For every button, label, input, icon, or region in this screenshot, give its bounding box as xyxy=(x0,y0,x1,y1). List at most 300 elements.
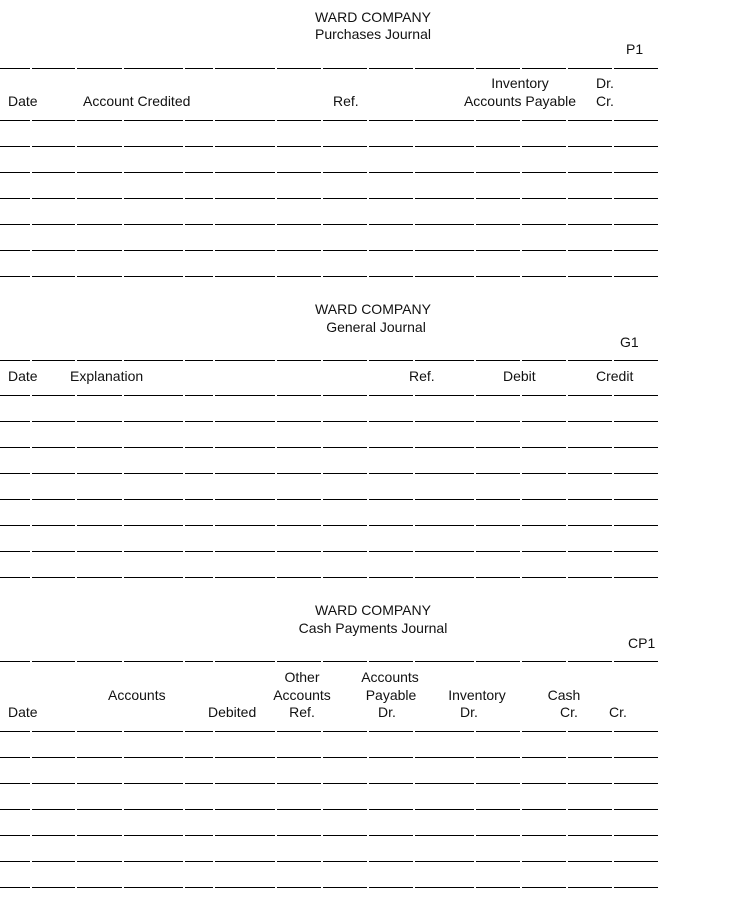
rule-gap xyxy=(213,223,215,226)
col-drcr-line2: Cr. xyxy=(596,93,614,109)
rule-gap xyxy=(75,576,77,579)
rule-gap xyxy=(321,756,323,759)
rule-gap xyxy=(183,550,185,553)
rule-gap xyxy=(275,834,277,837)
rule-gap xyxy=(75,171,77,174)
rule-gap xyxy=(75,275,77,278)
rule-gap xyxy=(520,498,522,501)
rule-gap xyxy=(566,67,568,70)
page-ref: CP1 xyxy=(628,635,656,651)
rule-gap xyxy=(321,498,323,501)
rule-gap xyxy=(275,524,277,527)
rule-gap xyxy=(520,171,522,174)
rule-line xyxy=(0,757,658,758)
rule-gap xyxy=(367,576,369,579)
rule-line xyxy=(0,835,658,836)
rule-gap xyxy=(474,223,476,226)
rule-gap xyxy=(275,730,277,733)
rule-gap xyxy=(566,782,568,785)
rule-gap xyxy=(275,860,277,863)
rule-gap xyxy=(213,730,215,733)
rule-gap xyxy=(75,394,77,397)
rule-gap xyxy=(612,756,614,759)
rule-gap xyxy=(413,860,415,863)
rule-gap xyxy=(612,808,614,811)
rule-gap xyxy=(321,67,323,70)
rule-gap xyxy=(413,197,415,200)
rule-gap xyxy=(30,119,32,122)
rule-gap xyxy=(566,860,568,863)
col-ap-line1: Accounts xyxy=(361,669,419,685)
rule-gap xyxy=(520,223,522,226)
rule-gap xyxy=(413,249,415,252)
rule-gap xyxy=(413,67,415,70)
rule-gap xyxy=(474,359,476,362)
rule-gap xyxy=(213,249,215,252)
rule-gap xyxy=(413,756,415,759)
rule-gap xyxy=(213,359,215,362)
rule-gap xyxy=(566,576,568,579)
rule-gap xyxy=(520,359,522,362)
rule-gap xyxy=(474,197,476,200)
rule-gap xyxy=(520,249,522,252)
rule-gap xyxy=(30,420,32,423)
rule-gap xyxy=(183,446,185,449)
rule-gap xyxy=(275,420,277,423)
rule-gap xyxy=(30,756,32,759)
rule-gap xyxy=(566,119,568,122)
rule-gap xyxy=(30,249,32,252)
rule-gap xyxy=(566,171,568,174)
rule-gap xyxy=(122,860,124,863)
rule-gap xyxy=(367,275,369,278)
rule-gap xyxy=(413,275,415,278)
rule-gap xyxy=(30,576,32,579)
rule-gap xyxy=(275,576,277,579)
rule-gap xyxy=(474,576,476,579)
rule-gap xyxy=(474,171,476,174)
rule-gap xyxy=(566,446,568,449)
rule-gap xyxy=(213,782,215,785)
rule-gap xyxy=(213,394,215,397)
rule-gap xyxy=(367,834,369,837)
rule-gap xyxy=(183,808,185,811)
rule-gap xyxy=(30,359,32,362)
rule-gap xyxy=(520,550,522,553)
col-ap-line2: Payable xyxy=(365,687,417,703)
rule-gap xyxy=(275,660,277,663)
rule-gap xyxy=(612,782,614,785)
rule-gap xyxy=(520,145,522,148)
rule-gap xyxy=(321,446,323,449)
rule-gap xyxy=(183,171,185,174)
rule-gap xyxy=(520,420,522,423)
rule-gap xyxy=(413,524,415,527)
rule-gap xyxy=(474,498,476,501)
rule-gap xyxy=(122,886,124,889)
rule-gap xyxy=(566,660,568,663)
rule-gap xyxy=(183,576,185,579)
rule-gap xyxy=(122,67,124,70)
journal-title: Purchases Journal xyxy=(315,26,431,42)
rule-gap xyxy=(367,145,369,148)
rule-gap xyxy=(275,171,277,174)
rule-gap xyxy=(30,524,32,527)
rule-gap xyxy=(413,171,415,174)
col-debited: Debited xyxy=(208,704,257,720)
rule-gap xyxy=(122,223,124,226)
rule-gap xyxy=(30,550,32,553)
rule-gap xyxy=(520,730,522,733)
rule-gap xyxy=(321,420,323,423)
rule-gap xyxy=(367,756,369,759)
rule-gap xyxy=(474,472,476,475)
col-other-line1: Other xyxy=(284,669,320,685)
rule-gap xyxy=(566,834,568,837)
rule-gap xyxy=(367,860,369,863)
rule-gap xyxy=(566,756,568,759)
col-date: Date xyxy=(8,368,38,384)
rule-gap xyxy=(122,359,124,362)
rule-gap xyxy=(30,446,32,449)
rule-gap xyxy=(275,756,277,759)
rule-gap xyxy=(30,782,32,785)
company-title: WARD COMPANY xyxy=(315,301,431,317)
rule-gap xyxy=(474,550,476,553)
rule-gap xyxy=(183,834,185,837)
rule-gap xyxy=(520,119,522,122)
rule-gap xyxy=(413,119,415,122)
rule-gap xyxy=(122,808,124,811)
rule-gap xyxy=(213,550,215,553)
rule-gap xyxy=(612,576,614,579)
rule-gap xyxy=(474,119,476,122)
col-inventory-line2: Accounts Payable xyxy=(463,93,577,109)
rule-gap xyxy=(321,660,323,663)
rule-gap xyxy=(566,197,568,200)
rule-gap xyxy=(321,249,323,252)
page-ref: G1 xyxy=(620,334,639,350)
rule-gap xyxy=(474,446,476,449)
rule-gap xyxy=(213,197,215,200)
rule-gap xyxy=(367,197,369,200)
rule-gap xyxy=(122,119,124,122)
journal-title: General Journal xyxy=(326,319,426,335)
rule-gap xyxy=(213,119,215,122)
rule-gap xyxy=(367,420,369,423)
rule-gap xyxy=(612,834,614,837)
rule-gap xyxy=(275,808,277,811)
rule-gap xyxy=(566,394,568,397)
rule-gap xyxy=(520,197,522,200)
rule-gap xyxy=(321,782,323,785)
rule-gap xyxy=(520,524,522,527)
rule-gap xyxy=(75,145,77,148)
rule-gap xyxy=(275,67,277,70)
rule-gap xyxy=(566,886,568,889)
col-inventory-line1: Inventory xyxy=(491,75,549,91)
rule-gap xyxy=(566,808,568,811)
rule-gap xyxy=(474,730,476,733)
rule-gap xyxy=(367,446,369,449)
journal-title: Cash Payments Journal xyxy=(298,620,448,636)
rule-gap xyxy=(122,171,124,174)
rule-gap xyxy=(474,660,476,663)
rule-gap xyxy=(520,472,522,475)
rule-line xyxy=(0,661,658,662)
rule-gap xyxy=(30,834,32,837)
rule-gap xyxy=(213,860,215,863)
rule-gap xyxy=(520,860,522,863)
rule-gap xyxy=(183,498,185,501)
rule-gap xyxy=(75,197,77,200)
rule-gap xyxy=(30,472,32,475)
rule-gap xyxy=(30,145,32,148)
rule-gap xyxy=(520,660,522,663)
col-date: Date xyxy=(8,704,38,720)
col-other-line2: Accounts xyxy=(273,687,331,703)
rule-gap xyxy=(122,275,124,278)
rule-gap xyxy=(213,420,215,423)
rule-gap xyxy=(612,249,614,252)
rule-gap xyxy=(321,576,323,579)
rule-gap xyxy=(367,782,369,785)
rule-gap xyxy=(122,756,124,759)
rule-gap xyxy=(566,249,568,252)
rule-gap xyxy=(30,275,32,278)
rule-gap xyxy=(612,472,614,475)
col-ap-line3: Dr. xyxy=(378,704,396,720)
col-account-credited: Account Credited xyxy=(83,93,191,109)
rule-gap xyxy=(612,660,614,663)
rule-gap xyxy=(75,498,77,501)
rule-gap xyxy=(520,394,522,397)
rule-gap xyxy=(213,446,215,449)
rule-gap xyxy=(474,886,476,889)
rule-gap xyxy=(612,550,614,553)
rule-gap xyxy=(75,730,77,733)
rule-gap xyxy=(612,145,614,148)
col-debit: Debit xyxy=(503,368,536,384)
rule-gap xyxy=(75,223,77,226)
rule-gap xyxy=(367,472,369,475)
page-ref: P1 xyxy=(626,41,644,57)
rule-gap xyxy=(474,860,476,863)
rule-gap xyxy=(30,860,32,863)
rule-gap xyxy=(321,119,323,122)
rule-gap xyxy=(612,119,614,122)
col-drcr-line1: Dr. xyxy=(596,75,614,91)
rule-gap xyxy=(612,275,614,278)
rule-gap xyxy=(413,886,415,889)
rule-gap xyxy=(30,730,32,733)
rule-gap xyxy=(566,472,568,475)
col-ref: Ref. xyxy=(333,93,359,109)
col-last-cr: Cr. xyxy=(609,704,627,720)
rule-gap xyxy=(122,394,124,397)
rule-gap xyxy=(413,576,415,579)
rule-gap xyxy=(75,359,77,362)
rule-gap xyxy=(413,394,415,397)
rule-gap xyxy=(367,171,369,174)
rule-gap xyxy=(75,119,77,122)
rule-gap xyxy=(413,550,415,553)
rule-gap xyxy=(413,420,415,423)
rule-gap xyxy=(474,756,476,759)
rule-gap xyxy=(474,249,476,252)
rule-gap xyxy=(413,223,415,226)
rule-gap xyxy=(367,394,369,397)
rule-gap xyxy=(321,171,323,174)
rule-gap xyxy=(367,249,369,252)
rule-gap xyxy=(413,782,415,785)
rule-gap xyxy=(520,886,522,889)
rule-gap xyxy=(367,730,369,733)
rule-gap xyxy=(413,145,415,148)
rule-gap xyxy=(367,886,369,889)
rule-gap xyxy=(413,472,415,475)
rule-gap xyxy=(183,886,185,889)
rule-gap xyxy=(612,498,614,501)
rule-gap xyxy=(612,524,614,527)
rule-gap xyxy=(213,576,215,579)
rule-gap xyxy=(367,660,369,663)
col-accounts: Accounts xyxy=(108,687,166,703)
rule-gap xyxy=(474,145,476,148)
rule-gap xyxy=(275,359,277,362)
rule-gap xyxy=(321,359,323,362)
rule-gap xyxy=(413,446,415,449)
rule-gap xyxy=(612,67,614,70)
rule-gap xyxy=(122,576,124,579)
rule-gap xyxy=(213,145,215,148)
rule-gap xyxy=(275,498,277,501)
rule-gap xyxy=(474,67,476,70)
rule-gap xyxy=(612,223,614,226)
rule-gap xyxy=(520,446,522,449)
rule-gap xyxy=(474,834,476,837)
rule-line xyxy=(0,731,658,732)
rule-gap xyxy=(30,197,32,200)
rule-gap xyxy=(367,524,369,527)
rule-gap xyxy=(183,756,185,759)
rule-gap xyxy=(520,808,522,811)
rule-gap xyxy=(75,808,77,811)
rule-line xyxy=(0,809,658,810)
rule-gap xyxy=(275,223,277,226)
rule-gap xyxy=(566,359,568,362)
rule-gap xyxy=(30,660,32,663)
rule-gap xyxy=(213,756,215,759)
rule-gap xyxy=(122,782,124,785)
rule-gap xyxy=(413,359,415,362)
rule-gap xyxy=(213,171,215,174)
rule-gap xyxy=(122,472,124,475)
rule-gap xyxy=(367,359,369,362)
rule-gap xyxy=(321,394,323,397)
rule-gap xyxy=(612,860,614,863)
rule-gap xyxy=(183,524,185,527)
col-cash-line2: Cr. xyxy=(560,704,578,720)
rule-gap xyxy=(183,660,185,663)
rule-gap xyxy=(183,67,185,70)
rule-gap xyxy=(183,275,185,278)
rule-gap xyxy=(321,223,323,226)
rule-gap xyxy=(474,275,476,278)
rule-gap xyxy=(367,550,369,553)
rule-gap xyxy=(122,660,124,663)
rule-gap xyxy=(122,145,124,148)
rule-gap xyxy=(275,472,277,475)
rule-gap xyxy=(520,576,522,579)
rule-gap xyxy=(367,808,369,811)
col-inv-line1: Inventory xyxy=(448,687,506,703)
rule-gap xyxy=(75,446,77,449)
col-other-line3: Ref. xyxy=(289,704,315,720)
rule-gap xyxy=(30,171,32,174)
rule-gap xyxy=(213,524,215,527)
rule-gap xyxy=(30,808,32,811)
col-credit: Credit xyxy=(596,368,634,384)
rule-gap xyxy=(321,275,323,278)
rule-gap xyxy=(275,145,277,148)
rule-gap xyxy=(367,223,369,226)
rule-gap xyxy=(321,730,323,733)
rule-gap xyxy=(612,359,614,362)
rule-gap xyxy=(122,498,124,501)
rule-gap xyxy=(367,119,369,122)
rule-gap xyxy=(321,197,323,200)
rule-gap xyxy=(30,394,32,397)
rule-gap xyxy=(75,834,77,837)
rule-gap xyxy=(566,223,568,226)
rule-gap xyxy=(183,860,185,863)
rule-gap xyxy=(213,834,215,837)
rule-gap xyxy=(30,498,32,501)
rule-gap xyxy=(275,249,277,252)
rule-gap xyxy=(275,394,277,397)
rule-gap xyxy=(275,119,277,122)
rule-gap xyxy=(213,660,215,663)
rule-line xyxy=(0,861,658,862)
rule-gap xyxy=(367,498,369,501)
rule-gap xyxy=(75,860,77,863)
rule-gap xyxy=(520,782,522,785)
rule-gap xyxy=(275,886,277,889)
rule-gap xyxy=(474,782,476,785)
rule-gap xyxy=(75,886,77,889)
rule-gap xyxy=(75,782,77,785)
rule-gap xyxy=(122,420,124,423)
rule-gap xyxy=(520,275,522,278)
rule-gap xyxy=(213,808,215,811)
rule-gap xyxy=(213,472,215,475)
rule-gap xyxy=(413,660,415,663)
rule-gap xyxy=(566,498,568,501)
rule-gap xyxy=(413,834,415,837)
rule-gap xyxy=(612,394,614,397)
rule-gap xyxy=(122,446,124,449)
rule-gap xyxy=(566,550,568,553)
rule-gap xyxy=(566,524,568,527)
rule-gap xyxy=(183,249,185,252)
rule-gap xyxy=(474,394,476,397)
rule-gap xyxy=(612,446,614,449)
col-date: Date xyxy=(8,93,38,109)
rule-gap xyxy=(321,472,323,475)
rule-gap xyxy=(75,420,77,423)
rule-gap xyxy=(183,730,185,733)
